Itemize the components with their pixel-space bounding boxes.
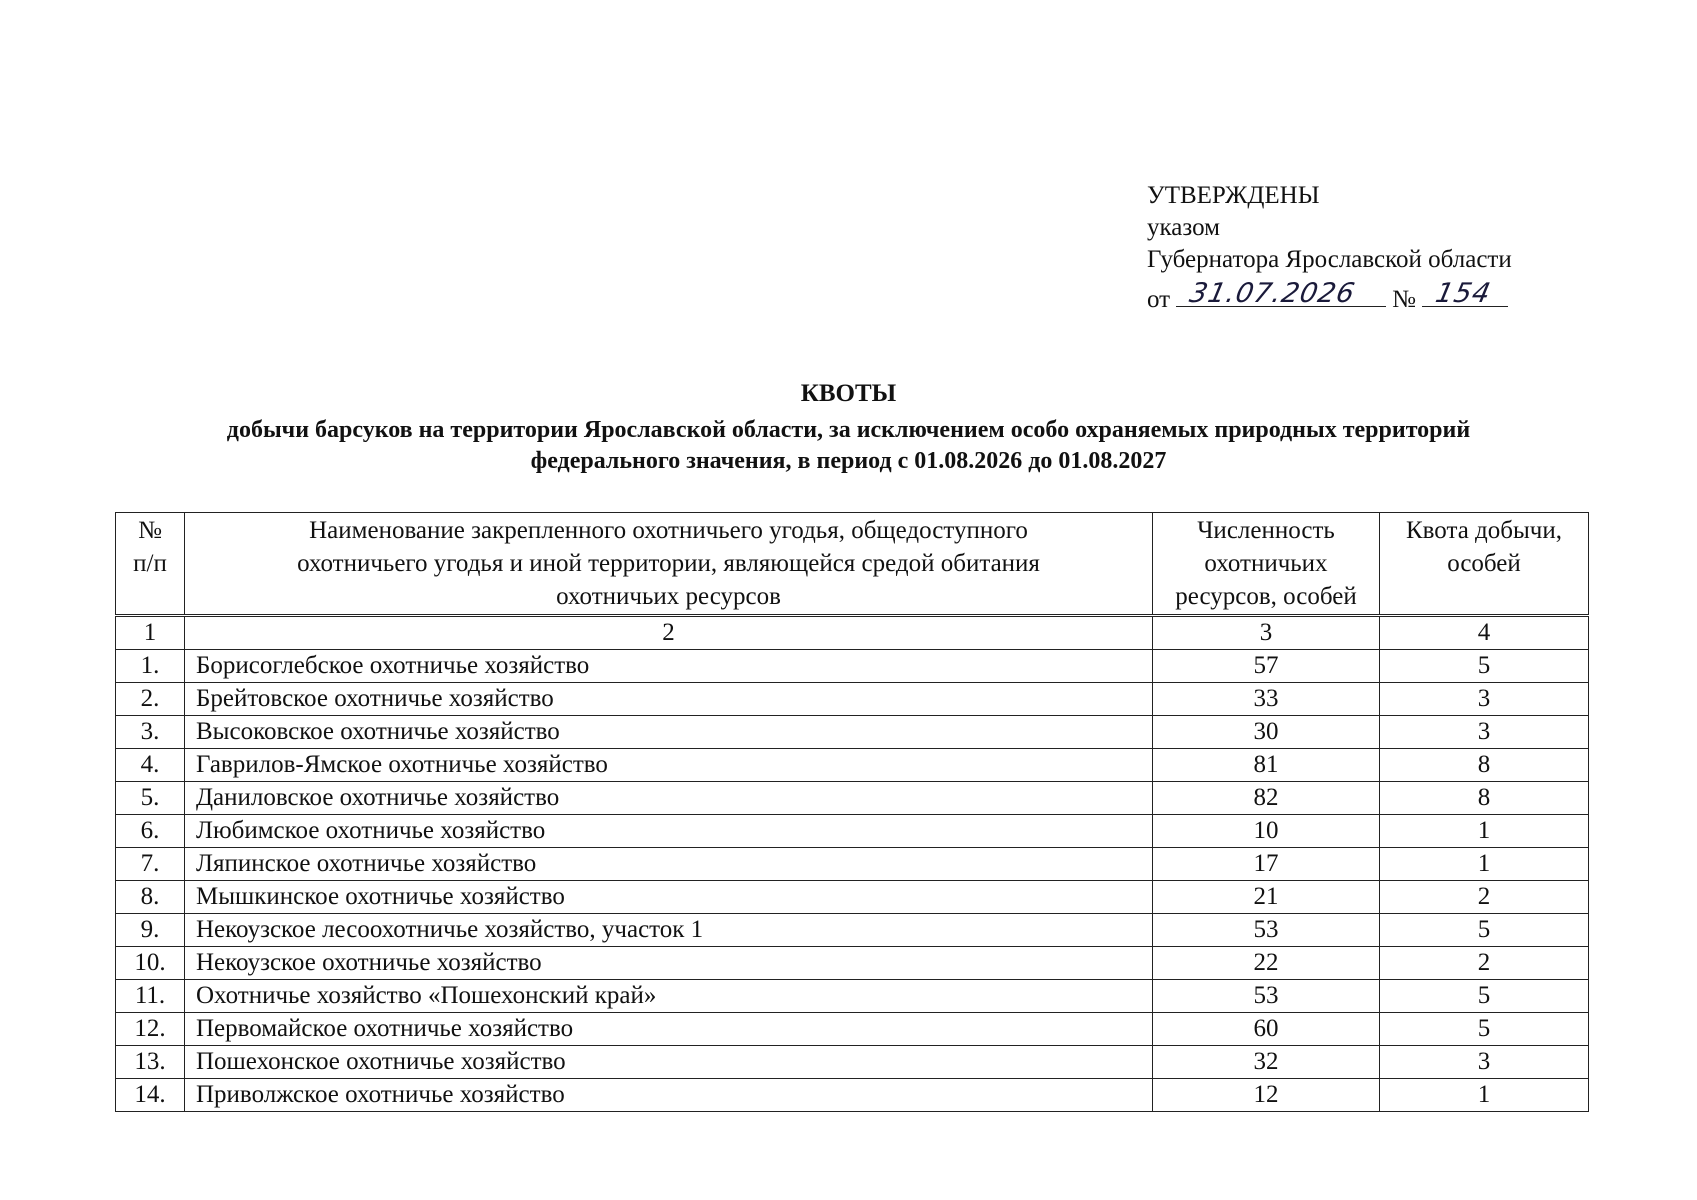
- row-hunting-ground-name: Ляпинское охотничье хозяйство: [185, 848, 1153, 881]
- quota-table: [115, 512, 1589, 1112]
- row-number: 11.: [116, 980, 185, 1013]
- row-hunting-ground-name: Гаврилов-Ямское охотничье хозяйство: [185, 749, 1153, 782]
- approval-by-decree: указом: [1147, 214, 1220, 241]
- document-title: КВОТЫ: [800, 380, 897, 407]
- date-field: [1176, 276, 1386, 307]
- number-label: №: [1392, 286, 1416, 313]
- row-hunting-ground-name: Пошехонское охотничье хозяйство: [185, 1046, 1153, 1079]
- row-population-count: 32: [1153, 1046, 1380, 1079]
- table-row: [116, 1046, 1589, 1079]
- row-number: 6.: [116, 815, 185, 848]
- column-number: 4: [1380, 616, 1589, 650]
- row-number: 5.: [116, 782, 185, 815]
- row-harvest-quota: 5: [1380, 980, 1589, 1013]
- handwritten-date: 31.07.2026: [1186, 278, 1359, 309]
- header-quota: Квота добычи, особей: [1380, 513, 1589, 616]
- table-row: [116, 815, 1589, 848]
- row-number: 12.: [116, 1013, 185, 1046]
- row-harvest-quota: 5: [1380, 1013, 1589, 1046]
- row-harvest-quota: 3: [1380, 683, 1589, 716]
- table-row: [116, 980, 1589, 1013]
- header-num: № п/п: [116, 513, 185, 616]
- row-hunting-ground-name: Некоузское охотничье хозяйство: [185, 947, 1153, 980]
- row-number: 10.: [116, 947, 185, 980]
- row-harvest-quota: 1: [1380, 848, 1589, 881]
- row-harvest-quota: 1: [1380, 815, 1589, 848]
- row-population-count: 53: [1153, 914, 1380, 947]
- column-number: 1: [116, 616, 185, 650]
- row-hunting-ground-name: Некоузское лесоохотничье хозяйство, участок 1: [185, 914, 1153, 947]
- row-population-count: 33: [1153, 683, 1380, 716]
- row-hunting-ground-name: Любимское охотничье хозяйство: [185, 815, 1153, 848]
- row-harvest-quota: 5: [1380, 650, 1589, 683]
- row-hunting-ground-name: Мышкинское охотничье хозяйство: [185, 881, 1153, 914]
- approval-block: [1147, 180, 1512, 316]
- row-harvest-quota: 1: [1380, 1079, 1589, 1112]
- row-number: 4.: [116, 749, 185, 782]
- row-population-count: 60: [1153, 1013, 1380, 1046]
- row-population-count: 22: [1153, 947, 1380, 980]
- row-harvest-quota: 3: [1380, 1046, 1589, 1079]
- approval-date-number-line: [1147, 276, 1512, 316]
- approval-governor: Губернатора Ярославской области: [1147, 246, 1512, 273]
- row-population-count: 10: [1153, 815, 1380, 848]
- row-population-count: 82: [1153, 782, 1380, 815]
- handwritten-number: 154: [1432, 278, 1494, 309]
- from-label: от: [1147, 286, 1171, 313]
- document-subtitle-line2: федерального значения, в период с 01.08.2026 до 01.08.2027: [530, 448, 1167, 474]
- row-harvest-quota: 2: [1380, 881, 1589, 914]
- row-hunting-ground-name: Высоковское охотничье хозяйство: [185, 716, 1153, 749]
- row-harvest-quota: 2: [1380, 947, 1589, 980]
- table-row: [116, 881, 1589, 914]
- table-row: [116, 683, 1589, 716]
- row-population-count: 57: [1153, 650, 1380, 683]
- table-row: [116, 914, 1589, 947]
- table-row: [116, 650, 1589, 683]
- row-harvest-quota: 8: [1380, 782, 1589, 815]
- approval-title: УТВЕРЖДЕНЫ: [1147, 182, 1320, 209]
- column-number: 2: [185, 616, 1153, 650]
- row-hunting-ground-name: Первомайское охотничье хозяйство: [185, 1013, 1153, 1046]
- table-row: [116, 947, 1589, 980]
- row-harvest-quota: 5: [1380, 914, 1589, 947]
- row-population-count: 12: [1153, 1079, 1380, 1112]
- number-field: [1422, 276, 1508, 307]
- row-harvest-quota: 8: [1380, 749, 1589, 782]
- row-population-count: 17: [1153, 848, 1380, 881]
- column-number-row: [116, 616, 1589, 650]
- row-number: 2.: [116, 683, 185, 716]
- row-population-count: 53: [1153, 980, 1380, 1013]
- row-harvest-quota: 3: [1380, 716, 1589, 749]
- row-number: 14.: [116, 1079, 185, 1112]
- row-hunting-ground-name: Охотничье хозяйство «Пошехонский край»: [185, 980, 1153, 1013]
- table-row: [116, 749, 1589, 782]
- row-number: 3.: [116, 716, 185, 749]
- row-hunting-ground-name: Даниловское охотничье хозяйство: [185, 782, 1153, 815]
- row-number: 1.: [116, 650, 185, 683]
- row-number: 7.: [116, 848, 185, 881]
- table-row: [116, 848, 1589, 881]
- header-count: Численность охотничьих ресурсов, особей: [1153, 513, 1380, 616]
- row-hunting-ground-name: Приволжское охотничье хозяйство: [185, 1079, 1153, 1112]
- table-row: [116, 716, 1589, 749]
- row-number: 8.: [116, 881, 185, 914]
- row-hunting-ground-name: Брейтовское охотничье хозяйство: [185, 683, 1153, 716]
- row-number: 13.: [116, 1046, 185, 1079]
- table-row: [116, 1013, 1589, 1046]
- row-number: 9.: [116, 914, 185, 947]
- header-name: Наименование закрепленного охотничьего угодья, общедоступного охотничьего угодья и иной территории, являющейся средой обитания охотничьих ресурсов: [185, 513, 1153, 616]
- column-number: 3: [1153, 616, 1380, 650]
- table-row: [116, 782, 1589, 815]
- table-row: [116, 1079, 1589, 1112]
- row-hunting-ground-name: Борисоглебское охотничье хозяйство: [185, 650, 1153, 683]
- row-population-count: 81: [1153, 749, 1380, 782]
- row-population-count: 30: [1153, 716, 1380, 749]
- document-subtitle-line1: добычи барсуков на территории Ярославской области, за исключением особо охраняемых природных территорий: [226, 417, 1471, 443]
- table-header-row: [116, 513, 1589, 616]
- row-population-count: 21: [1153, 881, 1380, 914]
